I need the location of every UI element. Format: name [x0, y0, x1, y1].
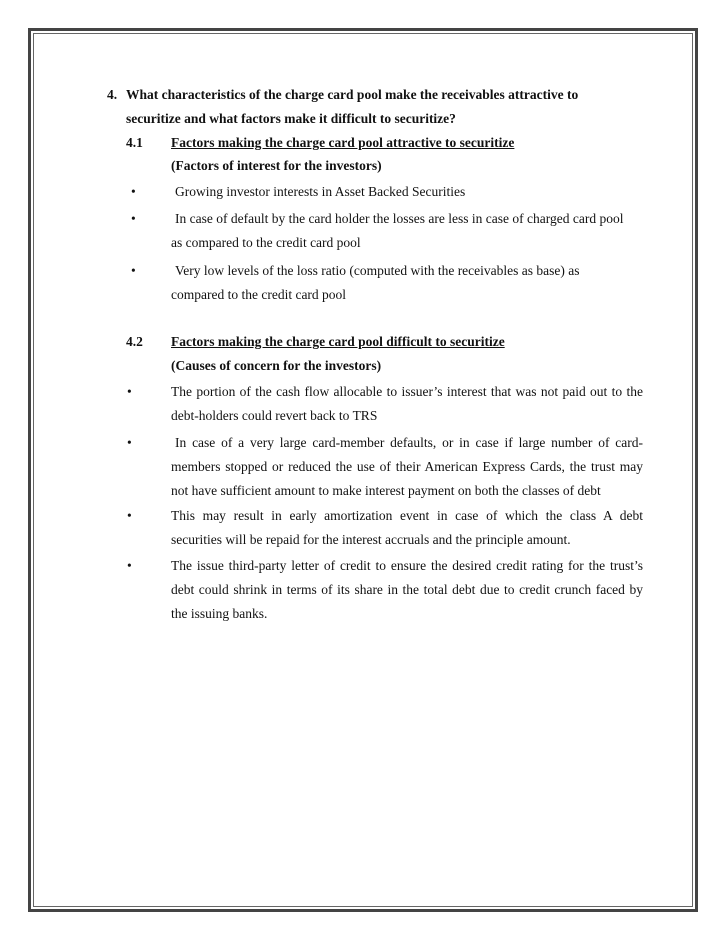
- s2-bullet-3-line-2: securities will be repaid for the interest accruals and the principle amount.: [171, 532, 571, 547]
- s1-bullet-3-line-2: compared to the credit card pool: [171, 287, 347, 302]
- s1-bullet-2-line-1: In case of default by the card holder the losses are less in case of charged card pool: [175, 211, 624, 226]
- s2-bullet-3-line-1: This may result in early amortization event in case of which the class A debt: [171, 508, 643, 523]
- bullet-icon: •: [127, 558, 132, 573]
- section-1-number: 4.1: [126, 135, 143, 150]
- s2-bullet-2-line-1: In case of a very large card-member defaults, or in case if large number of card-: [175, 435, 643, 450]
- s2-bullet-2-line-3: not have sufficient amount to make interest payment on both the classes of debt: [171, 483, 601, 498]
- s1-bullet-2-line-2: as compared to the credit card pool: [171, 235, 361, 250]
- question-line-1: What characteristics of the charge card pool make the receivables attractive to: [126, 87, 579, 102]
- bullet-icon: •: [127, 384, 132, 399]
- s1-bullet-3-line-1: Very low levels of the loss ratio (computed with the receivables as base) as: [175, 263, 580, 278]
- section-1-heading: Factors making the charge card pool attractive to securitize: [171, 135, 515, 150]
- s2-bullet-1-line-2: debt-holders could revert back to TRS: [171, 408, 378, 423]
- s2-bullet-4-line-2: debt could shrink in terms of its share in the total debt due to credit crunch faced by: [171, 582, 643, 597]
- question-number: 4.: [107, 87, 118, 102]
- bullet-icon: •: [131, 263, 136, 278]
- s2-bullet-1-line-1: The portion of the cash flow allocable to issuer’s interest that was not paid out to the: [171, 384, 643, 399]
- bullet-icon: •: [131, 184, 136, 199]
- section-1-subheading: (Factors of interest for the investors): [171, 158, 382, 173]
- s1-bullet-1-line-1: Growing investor interests in Asset Backed Securities: [175, 184, 466, 199]
- bullet-icon: •: [131, 211, 136, 226]
- s2-bullet-2-line-2: members stopped or reduced the use of their American Express Cards, the trust may: [171, 459, 643, 474]
- question-line-2: securitize and what factors make it difficult to securitize?: [126, 111, 456, 126]
- section-2-heading: Factors making the charge card pool difficult to securitize: [171, 334, 505, 349]
- section-2-subheading: (Causes of concern for the investors): [171, 358, 382, 373]
- bullet-icon: •: [127, 508, 132, 523]
- s2-bullet-4-line-3: the issuing banks.: [171, 606, 268, 621]
- bullet-icon: •: [127, 435, 132, 450]
- section-2-number: 4.2: [126, 334, 143, 349]
- s2-bullet-4-line-1: The issue third-party letter of credit to ensure the desired credit rating for the trust’s: [171, 558, 643, 573]
